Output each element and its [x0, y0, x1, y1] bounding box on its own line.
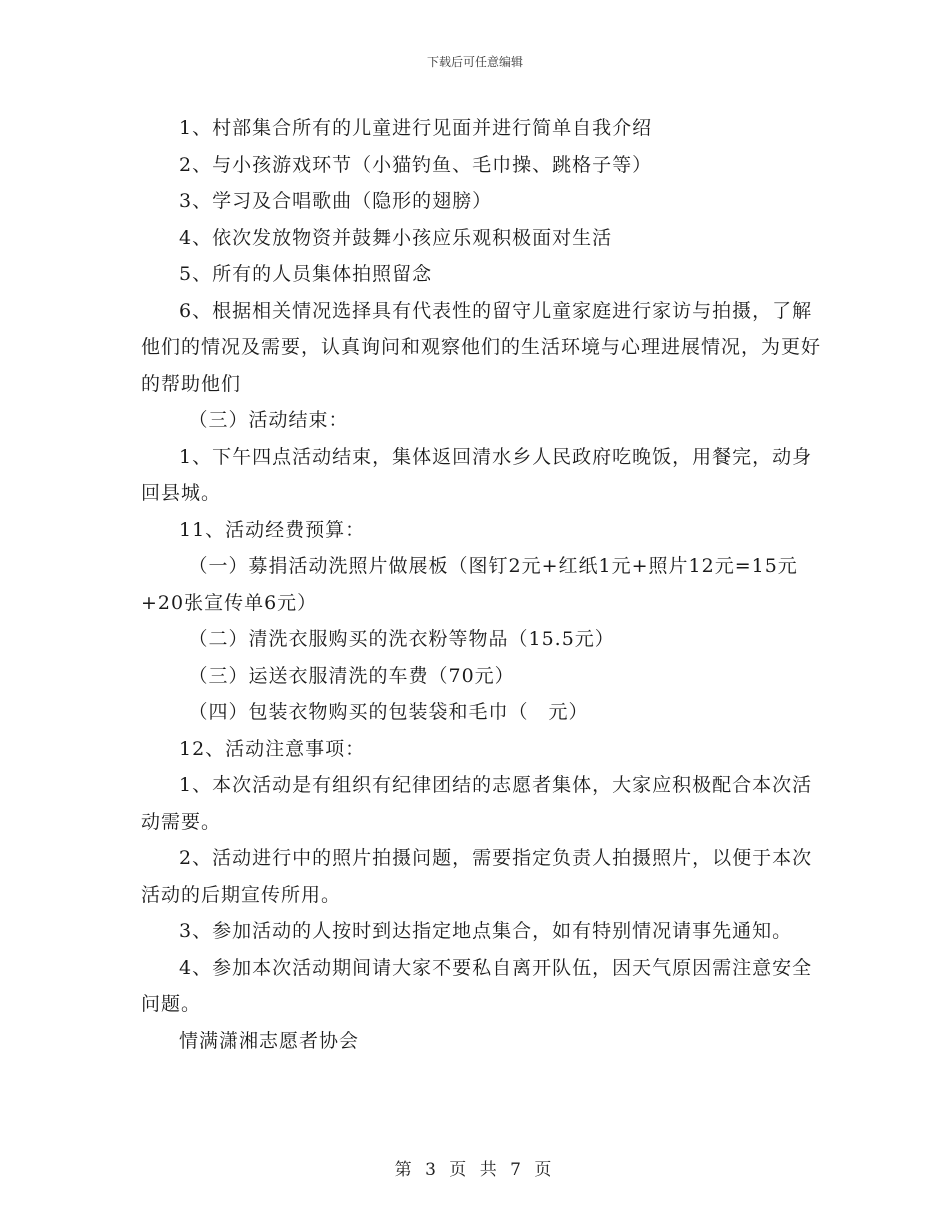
section-heading-budget: 11、活动经费预算： [179, 518, 366, 541]
document-body [141, 110, 831, 1059]
paragraph-item-3: 3、学习及合唱歌曲（隐形的翅膀） [179, 190, 493, 212]
budget-item-3: （三）运送衣服清洗的车费（70元） [188, 664, 515, 687]
paragraph-item-4: 4、依次发放物资并鼓舞小孩应乐观积极面对生活 [179, 226, 613, 249]
section-heading-activity-end: （三）活动结束： [188, 409, 349, 431]
budget-item-4: （四）包装衣物购买的包装袋和毛巾（ 元） [188, 701, 589, 723]
section-heading-notes: 12、活动注意事项： [179, 737, 366, 760]
notes-item-1: 1、本次活动是有组织有纪律团结的志愿者集体，大家应积极配合本次活动需要。 [141, 774, 813, 833]
notes-item-4: 4、参加本次活动期间请大家不要私自离开队伍，因天气原因需注意安全问题。 [141, 956, 813, 1015]
paragraph-item-1: 1、村部集合所有的儿童进行见面并进行简单自我介绍 [179, 117, 653, 139]
organization-signature: 情满潇湘志愿者协会 [179, 1029, 360, 1052]
paragraph-item-2: 2、与小孩游戏环节（小猫钓鱼、毛巾操、跳格子等） [179, 153, 653, 176]
notes-item-2: 2、活动进行中的照片拍摄问题，需要指定负责人拍摄照片，以便于本次活动的后期宣传所用。 [141, 847, 813, 906]
page-header: 下载后可任意编辑 [426, 55, 523, 69]
budget-item-1: （一）募捐活动洗照片做展板（图钉2元+红纸1元+照片12元=15元+20张宣传单6元） [141, 555, 798, 614]
paragraph-activity-end: 1、下午四点活动结束，集体返回清水乡人民政府吃晚饭，用餐完，动身回县城。 [141, 445, 813, 504]
budget-item-2: （二）清洗衣服购买的洗衣粉等物品（15.5元） [188, 628, 615, 650]
paragraph-item-6: 6、根据相关情况选择具有代表性的留守儿童家庭进行家访与拍摄，了解他们的情况及需要，认真询问和观察他们的生活环境与心理进展情况，为更好的帮助他们 [141, 299, 822, 395]
paragraph-item-5: 5、所有的人员集体拍照留念 [179, 263, 433, 285]
page-footer: 第 3 页 共 7 页 [394, 1160, 556, 1180]
notes-item-3: 3、参加活动的人按时到达指定地点集合，如有特别情况请事先通知。 [179, 920, 793, 942]
